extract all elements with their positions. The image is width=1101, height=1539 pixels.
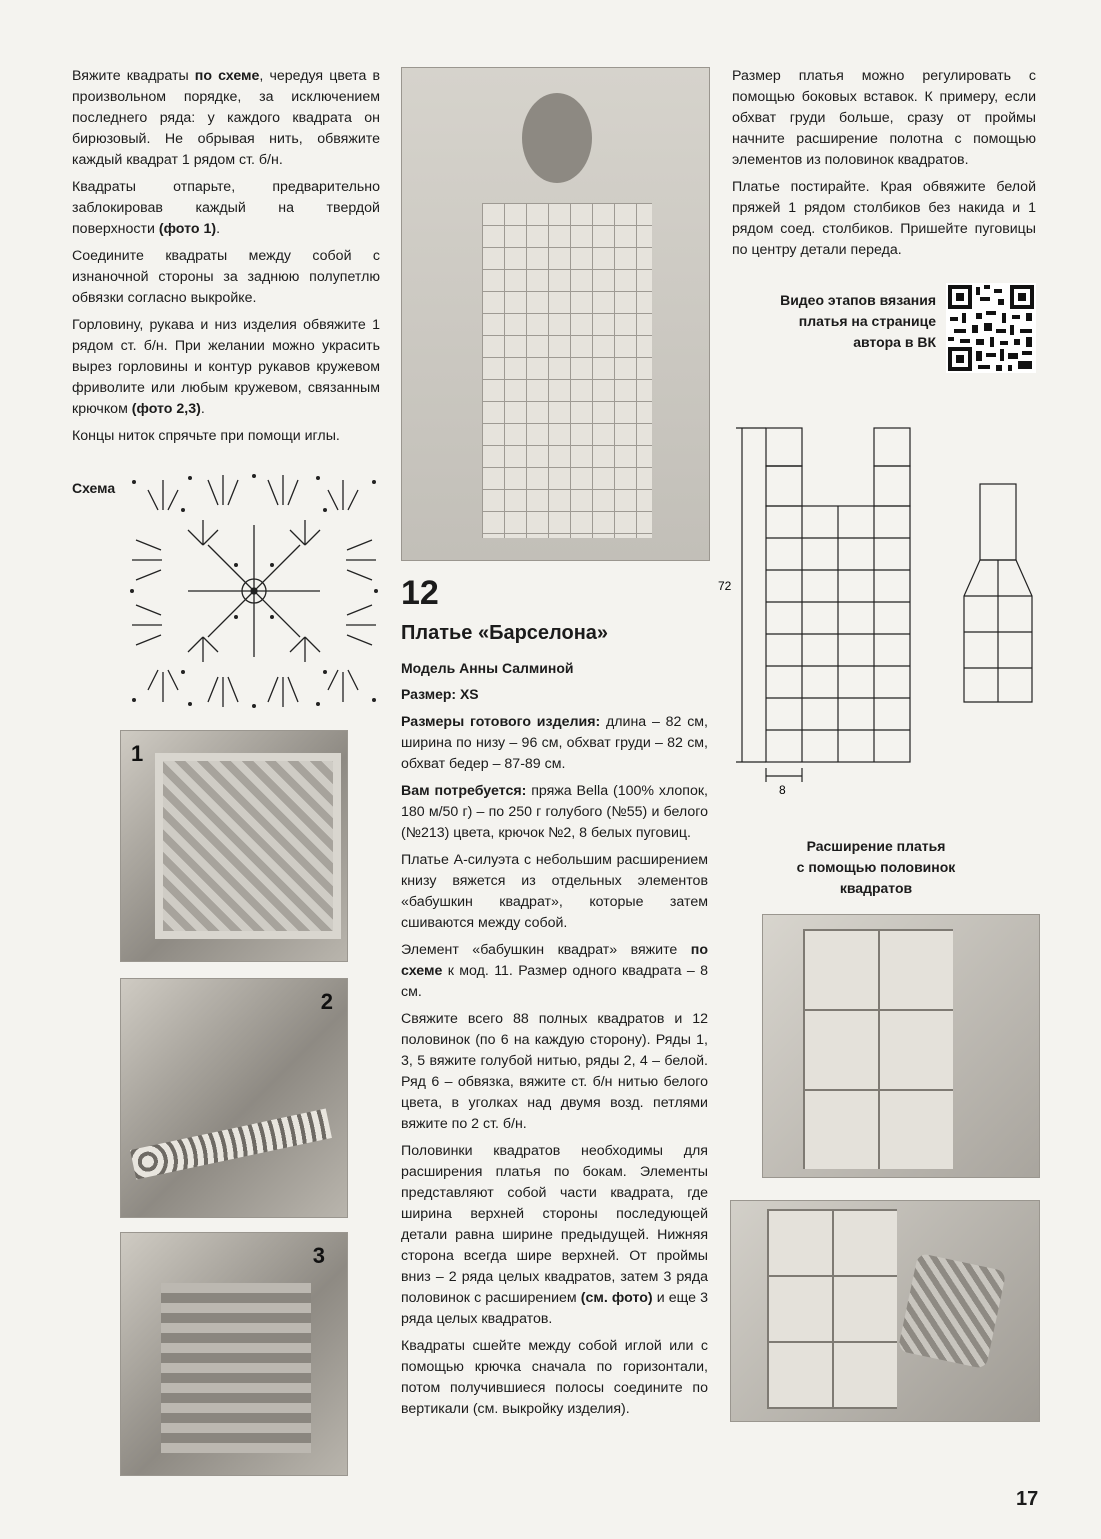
photo-half-squares-top <box>762 914 1040 1178</box>
half-squares-image <box>803 929 953 1169</box>
article-paragraph: Квадраты сшейте между собой иглой или с помощью крючка сначала по горизонтали, потом получившиеся полосы соедините по вертикали (см. выкройку изделия). <box>401 1338 708 1417</box>
article-paragraph: Размеры готового изделия: длина – 82 см, ширина по низу – 96 см, обхват груди – 82 см, обхват бедер – 87-89 см. <box>401 714 708 772</box>
qr-caption-line: Видео этапов вязания <box>780 292 936 308</box>
right-paragraph: Размер платья можно регулировать с помощью боковых вставок. К примеру, если обхват груди больше, сразу от проймы начните расширение полотна с помощью элементов из половинок квадратов. <box>732 68 1036 168</box>
photo-sleeve-lace <box>120 1232 348 1476</box>
article-paragraph: Платье А-силуэта с небольшим расширением книзу вяжется из отдельных элементов «бабушкин квадрат», которые затем сшиваются между собой. <box>401 852 708 931</box>
left-paragraph: Концы ниток спрячьте при помощи иглы. <box>72 428 340 444</box>
page-number: 17 <box>1016 1488 1039 1510</box>
article-title: Платье «Барселона» <box>401 622 609 644</box>
photo-model-dress <box>401 67 710 561</box>
article-paragraph: Вам потребуется: пряжа Bella (100% хлопок, 180 м/50 г) – по 250 г голубого (№55) и белого (№213) цвета, крючок №2, 8 белых пуговиц. <box>401 783 708 841</box>
qr-caption-line: платья на странице <box>798 313 936 329</box>
expansion-caption <box>760 836 992 899</box>
model-head <box>522 93 592 183</box>
pattern-height-label: 72 <box>718 579 732 593</box>
article-paragraph: Половинки квадратов необходимы для расширения платья по бокам. Элементы представляют собой части квадрата, где ширина верхней стороны последующей детали равна ширине предыдущей. Нижняя сторона всегда шире верхней. От проймы вниз – 2 ряда целых квадратов, затем 3 ряда половинок с расширением (см. фото) и еще 3 ряда целых квадратов. <box>401 1143 708 1327</box>
crochet-scheme-diagram <box>128 470 380 712</box>
article-number: 12 <box>401 574 439 612</box>
expansion-caption-line: с помощью половинок <box>796 859 956 875</box>
photo-number-label: 3 <box>312 1243 325 1268</box>
qr-caption-line: автора в ВК <box>853 334 936 350</box>
sleeve-lace-image <box>161 1283 311 1453</box>
left-paragraph: Соедините квадраты между собой с изнаночной стороны за заднюю полупетлю обвязки согласно выкройке. <box>72 248 380 306</box>
qr-code-icon[interactable] <box>946 283 1036 373</box>
pattern-width-label: 8 <box>779 783 786 797</box>
photo-half-squares-bottom <box>730 1200 1040 1422</box>
photo-number-label: 1 <box>131 741 144 766</box>
qr-caption <box>740 290 936 353</box>
lace-rings-image <box>130 1109 332 1180</box>
granny-square-image <box>155 753 341 939</box>
dress-pattern-diagram <box>716 420 1056 800</box>
left-column-text <box>72 66 380 453</box>
article-author: Модель Анны Салминой <box>401 660 574 676</box>
dress-image <box>482 203 652 538</box>
article-paragraph: Элемент «бабушкин квадрат» вяжите по схеме к мод. 11. Размер одного квадрата – 8 см. <box>401 942 708 1000</box>
article-paragraph: Свяжите всего 88 полных квадратов и 12 половинок (по 6 на каждую сторону). Ряды 1, 3, 5 вяжите голубой нитью, ряды 2, 4 – белой. Ряд 6 – обвязка, вяжите ст. б/н нитью белого цвета, в уголках над двумя возд. петлями вяжите по 2 ст. б/н. <box>401 1011 708 1132</box>
left-paragraph: Горловину, рукава и низ изделия обвяжите 1 рядом ст. б/н. При желании можно украсить вырез горловины и контур рукавов кружевом фриволите или любым кружевом, связанным крючком (фото 2,3). <box>72 317 380 417</box>
separate-half-square-image <box>898 1253 1007 1370</box>
photo-number-label: 2 <box>320 989 333 1014</box>
article-body <box>401 712 708 1426</box>
photo-crochet-square <box>120 730 348 962</box>
expansion-caption-line: Расширение платья <box>806 838 946 854</box>
expansion-caption-line: квадратов <box>839 880 913 896</box>
right-paragraph: Платье постирайте. Края обвяжите белой пряжей 1 рядом столбиков без накида и 1 рядом соед. столбиков. Пришейте пуговицы по центру детали переда. <box>732 179 1036 258</box>
left-paragraph: Вяжите квадраты по схеме, чередуя цвета в произвольном порядке, за исключением последнего ряда: у каждого квадрата он бирюзовый. Не обрывая нить, обвяжите каждый квадрат 1 рядом ст. б/н. <box>72 68 380 168</box>
left-paragraph: Квадраты отпарьте, предварительно заблокировав каждый на твердой поверхности (фото 1). <box>72 179 380 237</box>
photo-lace-edging <box>120 978 348 1218</box>
article-size: Размер: XS <box>401 686 479 702</box>
half-squares-image <box>767 1209 897 1409</box>
scheme-label: Схема <box>72 480 116 496</box>
right-column-text <box>732 66 1036 267</box>
